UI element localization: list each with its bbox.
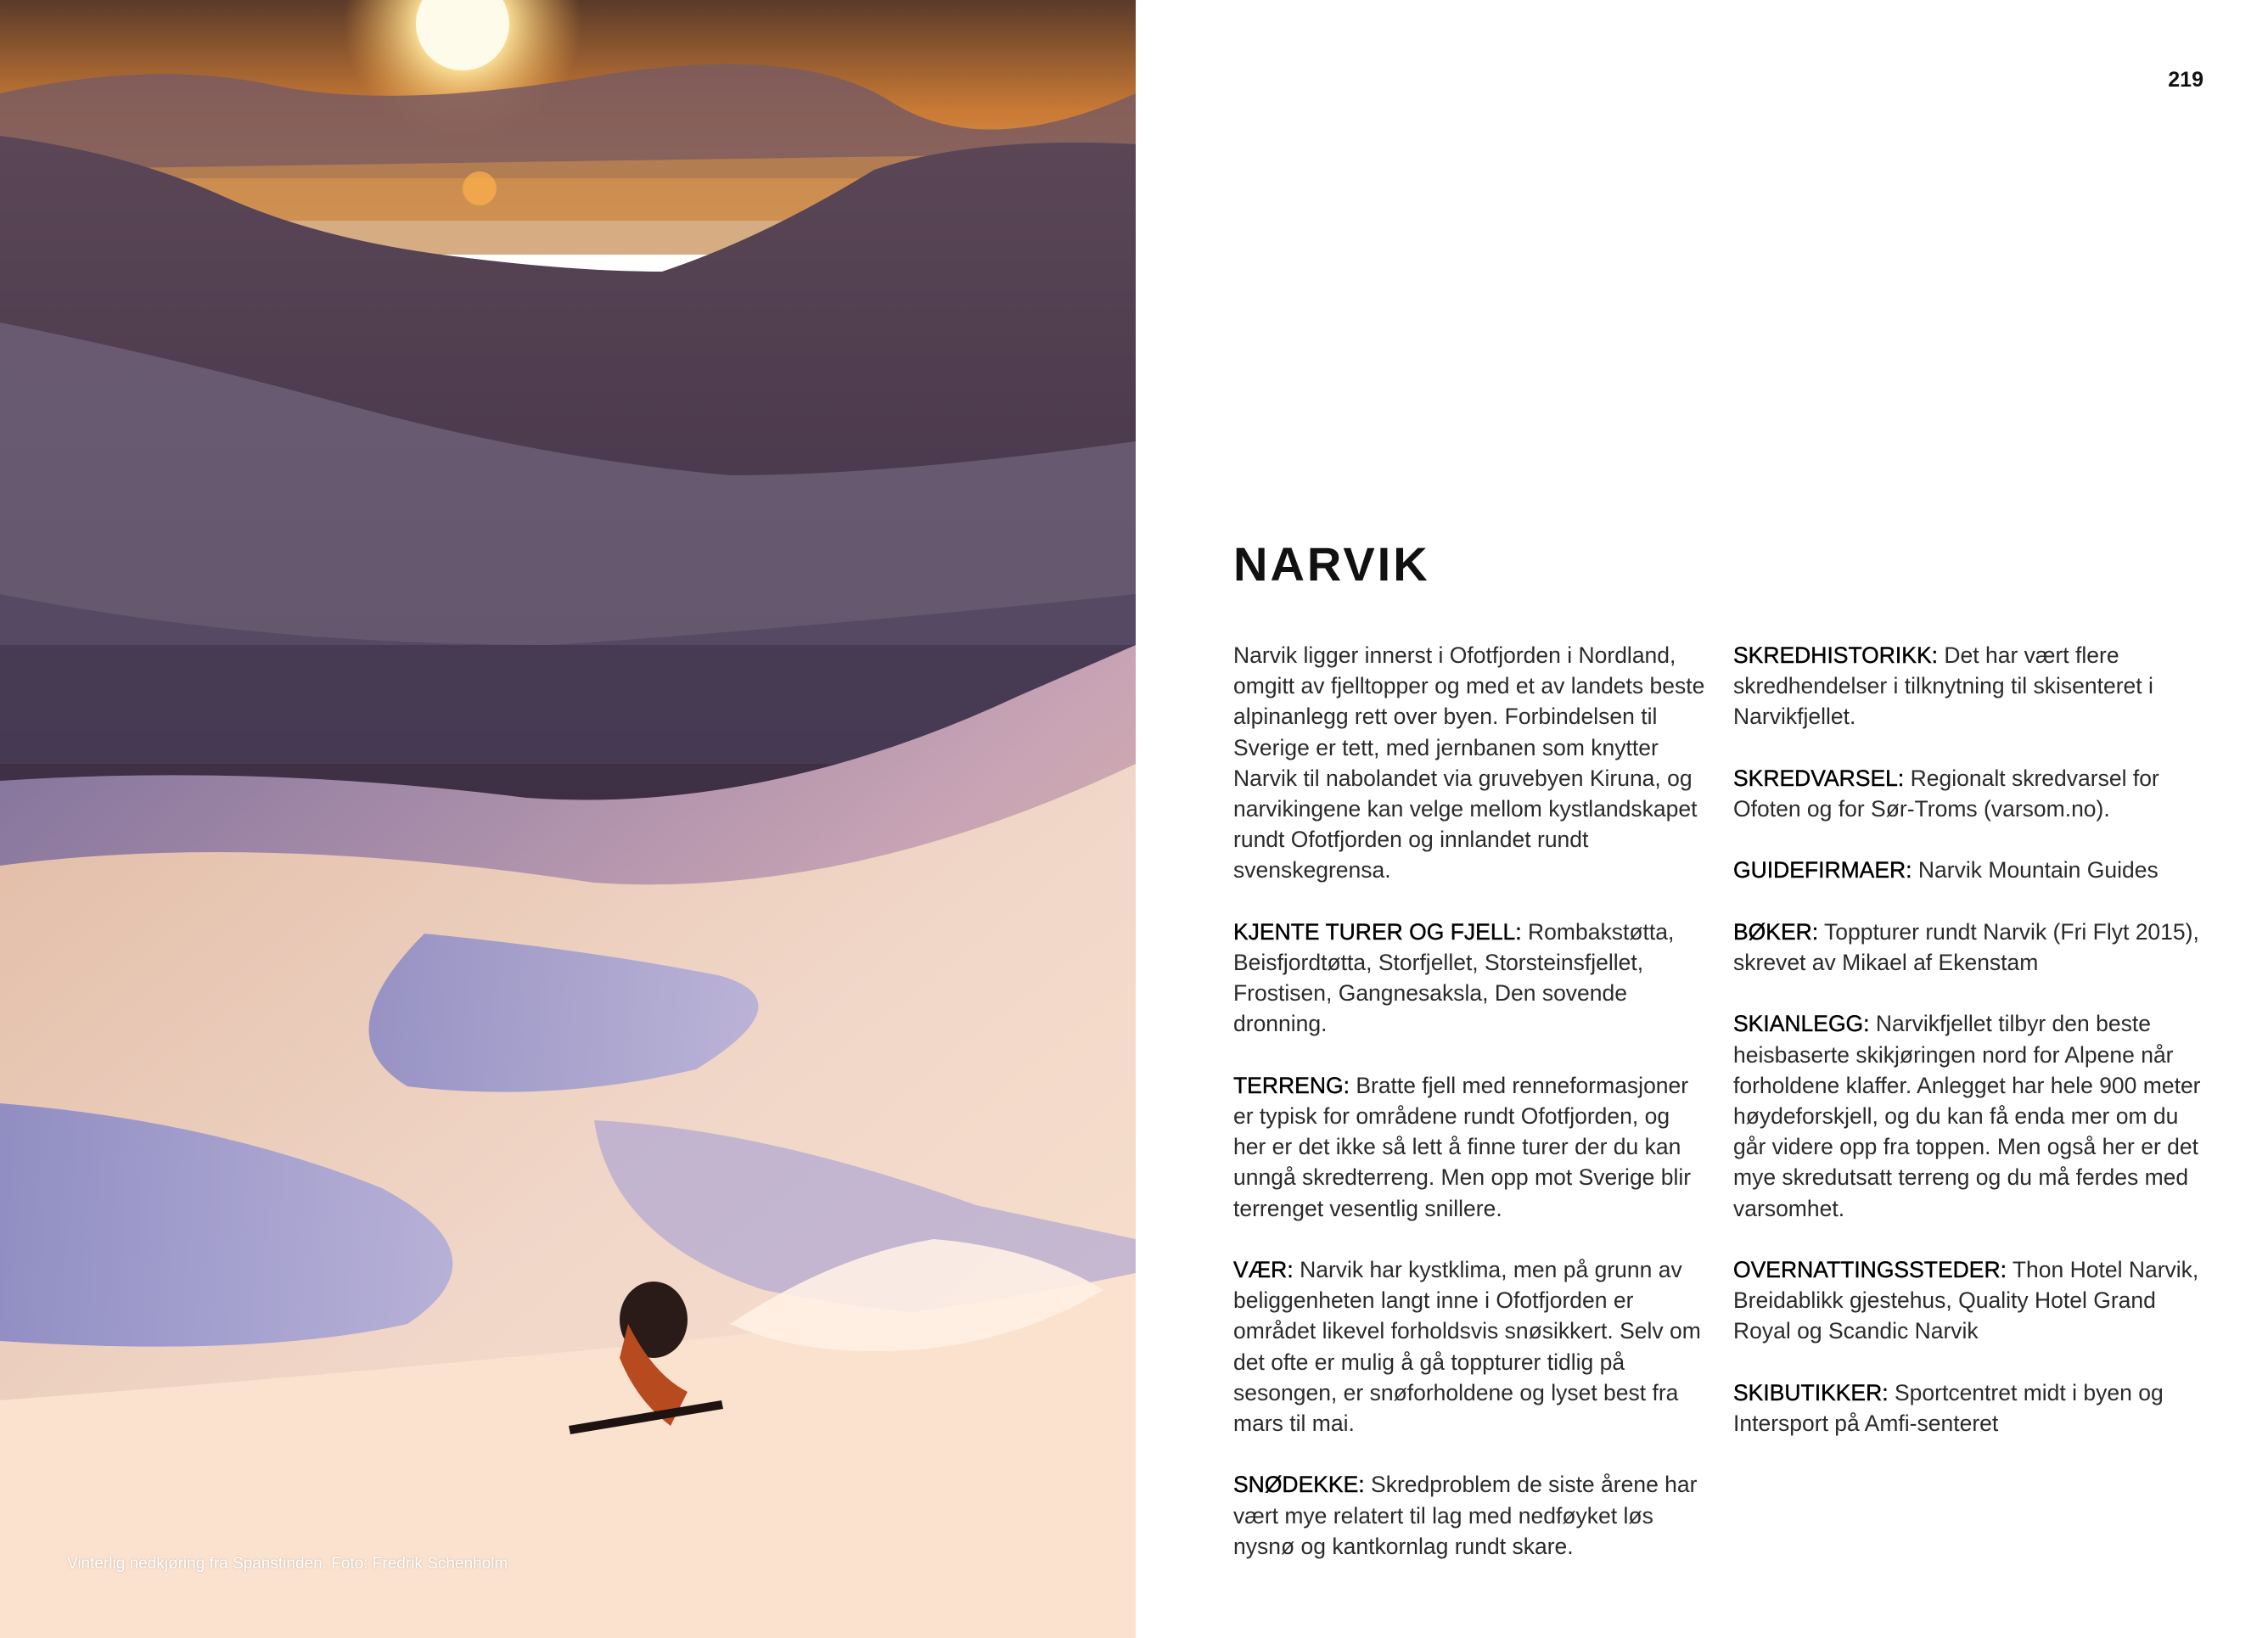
page-title: NARVIK bbox=[1233, 537, 1430, 591]
section-label: VÆR: bbox=[1233, 1257, 1294, 1283]
section-text: Narvik Mountain Guides bbox=[1917, 857, 2159, 884]
section-guidefirmaer bbox=[1733, 855, 2207, 885]
section-text: Thon Hotel Narvik, Breidablikk gjestehus, Quality Hotel Grand Royal og Scandic Narvik bbox=[1733, 1256, 2199, 1344]
section-label: SKIBUTIKKER: bbox=[1733, 1379, 1889, 1405]
section-snodekke bbox=[1233, 1469, 1707, 1562]
section-overnattingssteder bbox=[1733, 1254, 2207, 1347]
section-text: Narvik har kystklima, men på grunn av beliggenheten langt inne i Ofotfjorden er området likevel forholdsvis snøsikkert. Selv om det ofte er mulig å gå toppturer tidlig på sesongen, er snøforholdene og lyset best fra mars til mai. bbox=[1233, 1257, 1701, 1437]
right-text-column bbox=[1733, 640, 2207, 1469]
section-label: TERRENG: bbox=[1233, 1072, 1350, 1098]
section-label: SNØDEKKE: bbox=[1233, 1472, 1365, 1498]
section-skianlegg bbox=[1733, 1008, 2207, 1223]
section-skredvarsel bbox=[1733, 763, 2207, 824]
section-text: Narvikfjellet tilbyr den beste heisbaserte skikjøringen nord for Alpene når forholdene klaffer. Anlegget har hele 900 meter høydeforskjell, og du kan få enda mer om du går videre opp fra toppen. Men også her er det mye skredutsatt terreng og du må ferdes med varsomhet. bbox=[1733, 1011, 2201, 1221]
section-label: GUIDEFIRMAER: bbox=[1733, 857, 1912, 884]
section-text: Toppturer rundt Narvik (Fri Flyt 2015), skrevet av Mikael af Ekenstam bbox=[1733, 918, 2199, 975]
section-skibutikker bbox=[1733, 1377, 2207, 1439]
section-label: SKIANLEGG: bbox=[1733, 1011, 1870, 1037]
section-kjente-turer bbox=[1233, 917, 1707, 1040]
section-label: BØKER: bbox=[1733, 918, 1819, 945]
section-label: KJENTE TURER OG FJELL: bbox=[1233, 918, 1522, 945]
section-skredhistorikk bbox=[1733, 640, 2207, 732]
section-label: SKREDHISTORIKK: bbox=[1733, 642, 1939, 668]
intro-paragraph: Narvik ligger innerst i Ofotfjorden i Nordland, omgitt av fjelltopper og med et av landets beste alpinanlegg rett over byen. Forbindelsen til Sverige er tett, med jernbanen som knytter Narvik til nabolandet via gruvebyen Kiruna, og narvikingene kan velge mellom kystlandskapet rundt Ofotfjorden og innlandet rundt svenskegrensa. bbox=[1233, 642, 1705, 884]
section-text: Bratte fjell med renneformasjoner er typisk for områdene rundt Ofotfjorden, og her er det ikke så lett å finne turer der du kan unngå skredterreng. Men opp mot Sverige blir terrenget vesentlig snillere. bbox=[1233, 1072, 1692, 1221]
section-label: SKREDVARSEL: bbox=[1733, 765, 1905, 791]
section-text: Sportcentret midt i byen og Intersport på Amfi-senteret bbox=[1733, 1379, 2164, 1436]
section-text: Skredproblem de siste årene har vært mye relatert til lag med nedføyket løs nysnø og kantkornlag rundt skare. bbox=[1233, 1472, 1698, 1559]
section-text: Det har vært flere skredhendelser i tilknytning til skisenteret i Narvikfjellet. bbox=[1733, 642, 2153, 730]
section-boker bbox=[1733, 917, 2207, 978]
section-text: Rombakstøtta, Beisfjordtøtta, Storfjellet, Storsteinsfjellet, Frostisen, Gangnesaksla, Den sovende dronning. bbox=[1233, 918, 1675, 1037]
left-text-column bbox=[1233, 640, 1707, 1592]
section-text: Regionalt skredvarsel for Ofoten og for Sør-Troms (varsom.no). bbox=[1733, 765, 2159, 822]
section-terreng bbox=[1233, 1070, 1707, 1224]
photo-caption: Vinterlig nedkjøring fra Spanstinden. Foto: Fredrik Schenholm bbox=[67, 1555, 508, 1573]
section-vaer bbox=[1233, 1254, 1707, 1439]
page-number: 219 bbox=[2168, 68, 2203, 92]
section-label: OVERNATTINGSSTEDER: bbox=[1733, 1256, 2007, 1282]
